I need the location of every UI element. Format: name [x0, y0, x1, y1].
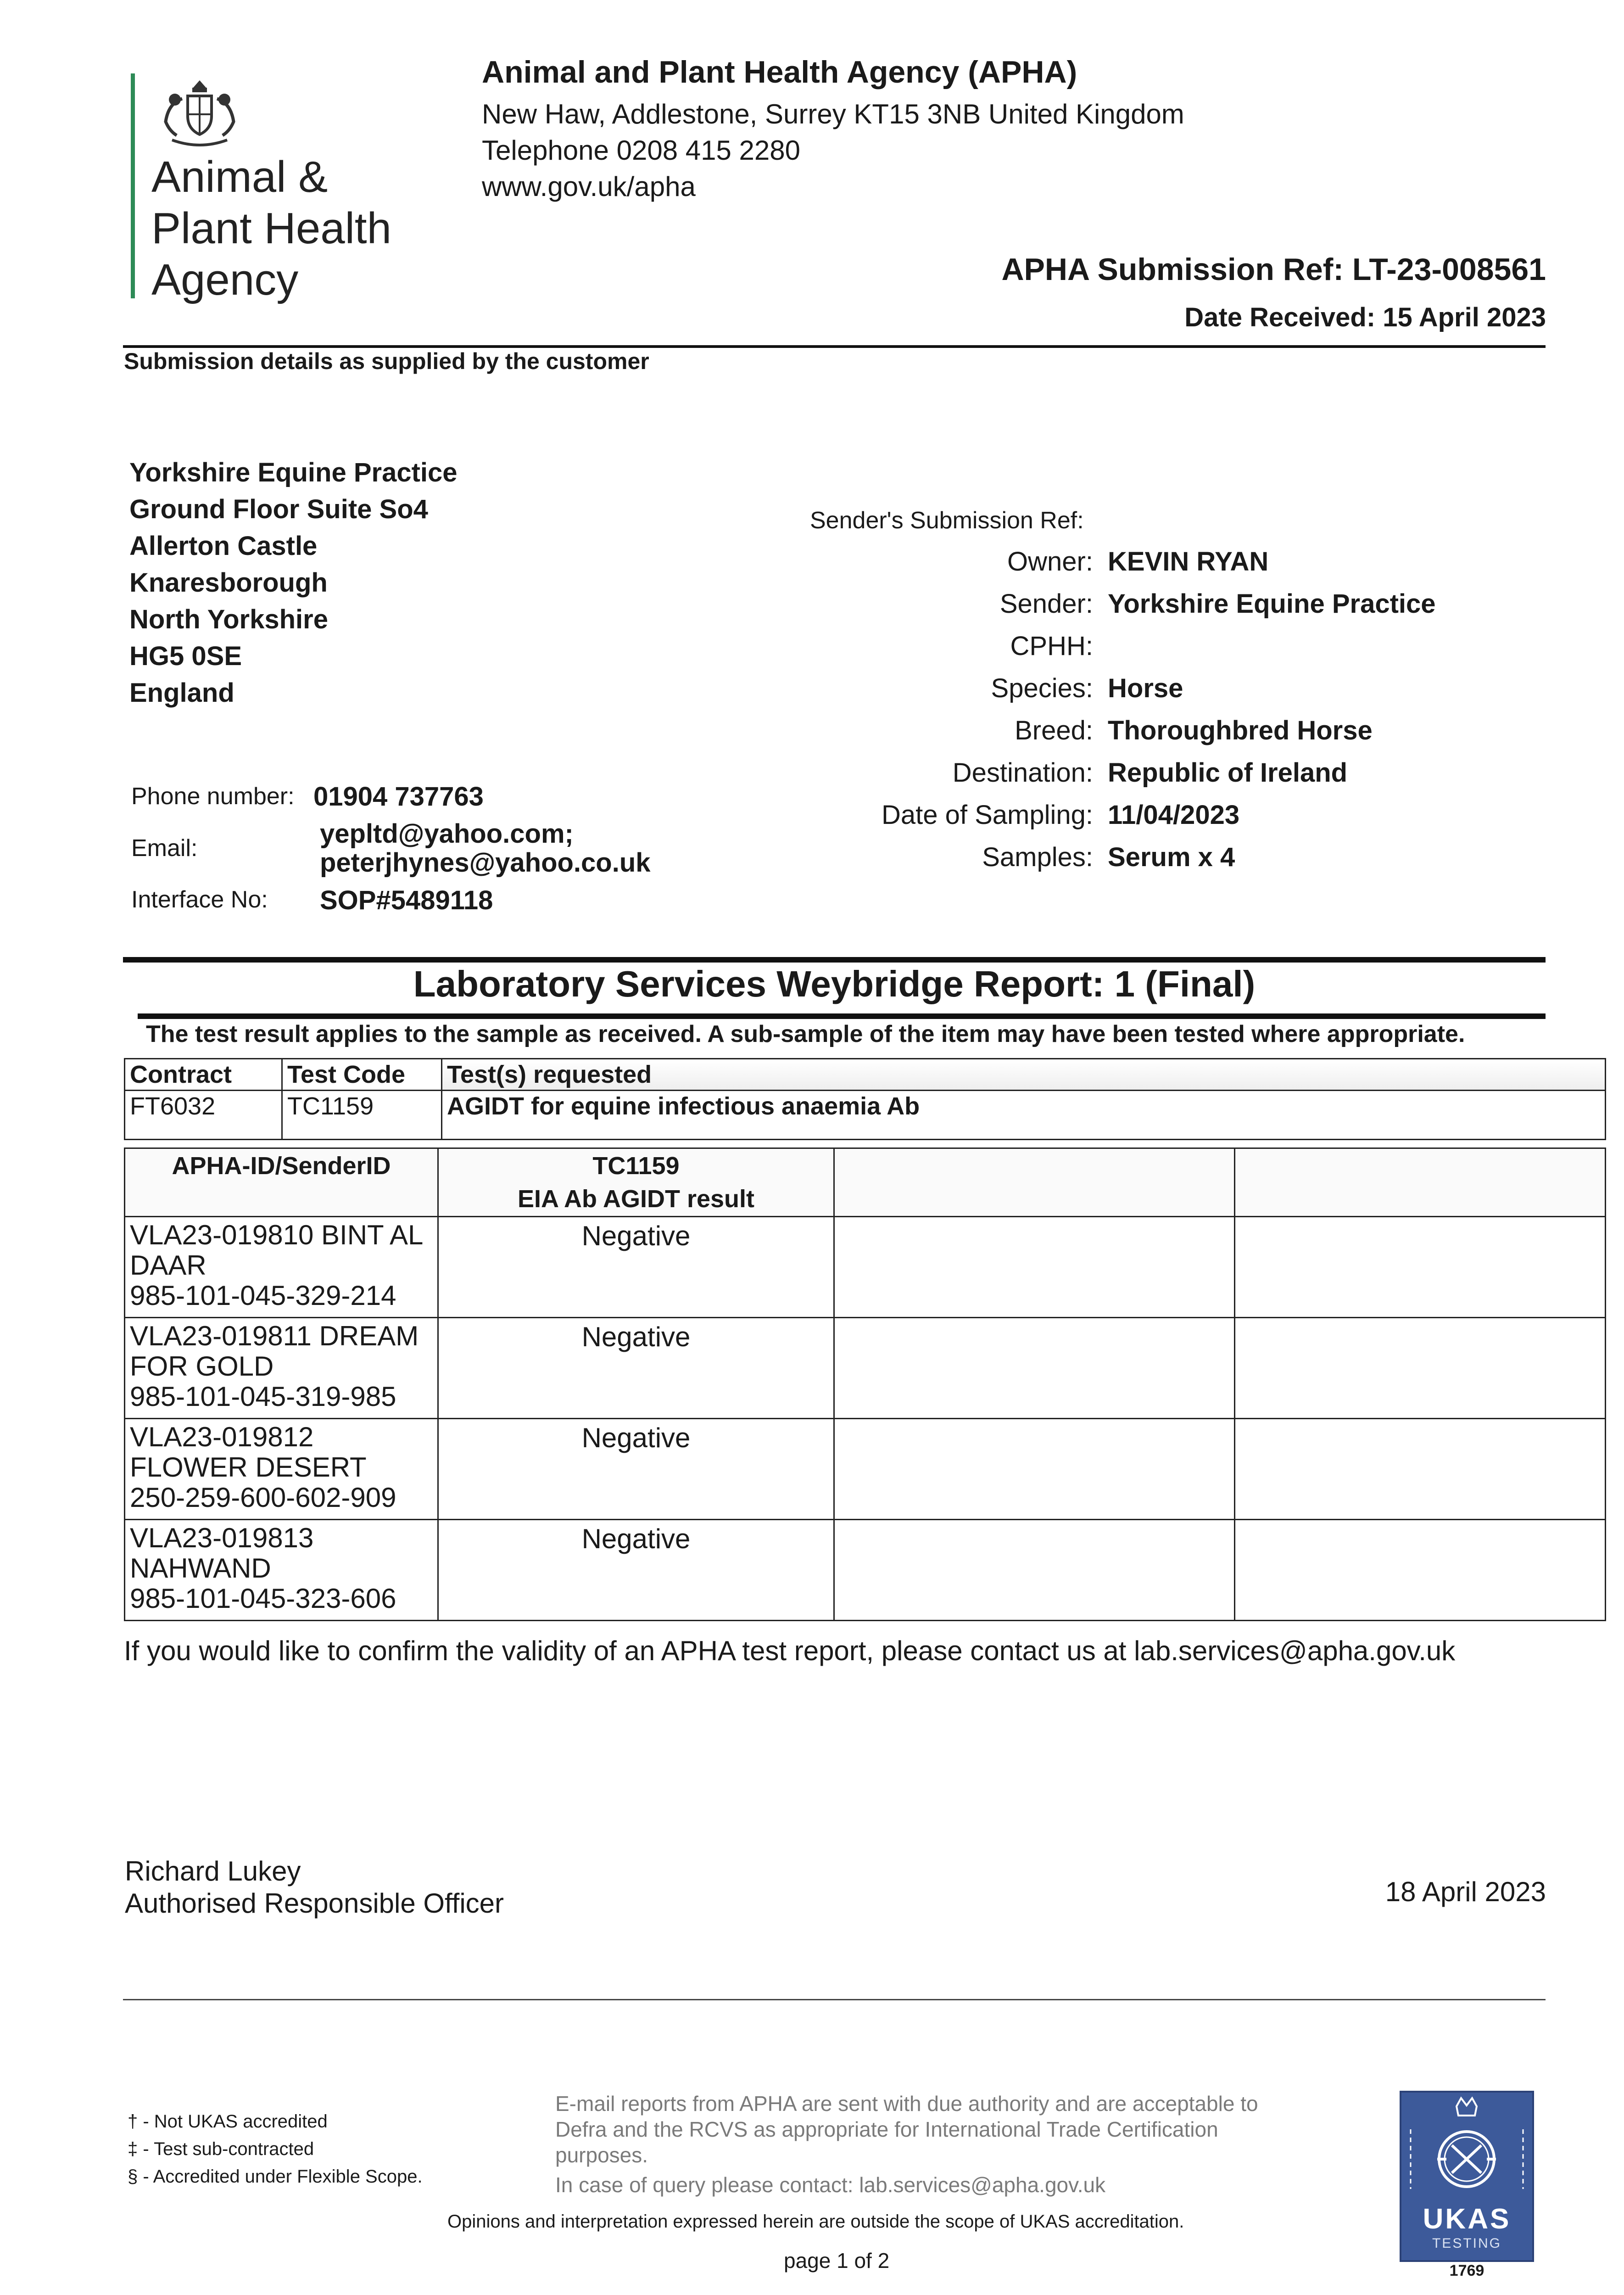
email-value-2[interactable]: peterjhynes@yahoo.co.uk — [320, 848, 651, 878]
sample-id-line: VLA23-019812 — [130, 1422, 314, 1452]
legend-not-accredited: † - Not UKAS accredited — [128, 2111, 328, 2132]
address-line: Yorkshire Equine Practice — [129, 458, 458, 487]
accreditation-legend — [128, 2108, 423, 2190]
email-label: Email: — [131, 835, 198, 862]
tests-requested-header-row — [125, 1059, 1606, 1091]
email-note-line: purposes. — [555, 2143, 648, 2167]
test-header — [438, 1148, 834, 1217]
address-line: North Yorkshire — [129, 605, 328, 634]
email-value-1[interactable]: yepltd@yahoo.com; — [320, 819, 574, 849]
empty-cell — [1235, 1419, 1606, 1520]
report-date: 18 April 2023 — [1385, 1876, 1546, 1907]
address-line: Allerton Castle — [129, 531, 318, 561]
sample-id-line: VLA23-019813 — [130, 1523, 314, 1553]
empty-cell — [834, 1318, 1235, 1419]
breed-label: Breed: — [1015, 716, 1093, 745]
query-contact-note: In case of query please contact: lab.services@apha.gov.uk — [555, 2173, 1106, 2197]
species-label: Species: — [991, 673, 1093, 703]
contract-value: FT6032 — [125, 1091, 282, 1140]
empty-cell — [1235, 1318, 1606, 1419]
address-line: England — [129, 678, 234, 708]
contract-header: Contract — [125, 1059, 282, 1091]
test-header-code: TC1159 — [592, 1152, 680, 1180]
empty-cell — [1235, 1520, 1606, 1621]
submission-ref: APHA Submission Ref: LT-23-008561 — [1001, 252, 1546, 287]
logo-line-1: Animal & — [151, 152, 328, 202]
empty-cell — [1235, 1217, 1606, 1318]
table-row — [125, 1520, 1606, 1621]
result-cell: Negative — [438, 1520, 834, 1621]
empty-header — [834, 1148, 1235, 1217]
table-row — [125, 1419, 1606, 1520]
date-received: Date Received: 15 April 2023 — [1184, 302, 1546, 332]
test-code-header: Test Code — [282, 1059, 442, 1091]
agency-telephone: Telephone 0208 415 2280 — [482, 135, 800, 166]
logo-green-bar — [131, 73, 135, 298]
address-line: Knaresborough — [129, 568, 328, 598]
sample-id-cell — [125, 1520, 438, 1621]
sender-label: Sender: — [999, 589, 1093, 619]
ukas-testing-label: TESTING — [1432, 2236, 1501, 2251]
signatory-title: Authorised Responsible Officer — [125, 1888, 504, 1919]
ukas-number: 1769 — [1449, 2262, 1484, 2279]
empty-header — [1235, 1148, 1606, 1217]
microchip-line: 250-259-600-602-909 — [130, 1482, 396, 1513]
microchip-line: 985-101-045-329-214 — [130, 1280, 396, 1311]
test-requested-value: AGIDT for equine infectious anaemia Ab — [442, 1091, 1606, 1140]
agency-website[interactable]: www.gov.uk/apha — [482, 171, 696, 202]
agency-name: Animal and Plant Health Agency (APHA) — [482, 55, 1077, 90]
interface-label: Interface No: — [131, 886, 268, 913]
senders-ref-label: Sender's Submission Ref: — [810, 507, 1084, 534]
sample-id-line: VLA23-019811 DREAM — [130, 1321, 419, 1351]
report-bottom-rule — [138, 1013, 1546, 1019]
tests-requested-header: Test(s) requested — [442, 1059, 1606, 1091]
empty-cell — [834, 1419, 1235, 1520]
royal-crest-icon — [154, 76, 246, 149]
customer-address — [129, 454, 458, 711]
email-note-line: Defra and the RCVS as appropriate for International Trade Certification — [555, 2117, 1218, 2141]
ukas-label: UKAS — [1423, 2203, 1511, 2235]
email-note-line: E-mail reports from APHA are sent with due authority and are acceptable to — [555, 2092, 1258, 2116]
address-line: HG5 0SE — [129, 641, 242, 671]
test-code-value: TC1159 — [282, 1091, 442, 1140]
results-header-row — [125, 1148, 1606, 1217]
empty-cell — [834, 1520, 1235, 1621]
id-header-label: APHA-ID/SenderID — [172, 1152, 391, 1180]
submission-details-label: Submission details as supplied by the customer — [124, 348, 649, 374]
email-reports-note — [555, 2091, 1258, 2168]
phone-value: 01904 737763 — [313, 782, 484, 812]
cphh-label: CPHH: — [1010, 631, 1093, 661]
address-line: Ground Floor Suite So4 — [129, 494, 428, 524]
microchip-line: 985-101-045-319-985 — [130, 1381, 396, 1412]
tests-requested-row — [125, 1091, 1606, 1140]
breed-value: Thoroughbred Horse — [1108, 716, 1373, 745]
logo-line-3: Agency — [151, 255, 299, 304]
sample-id-line: VLA23-019810 BINT AL — [130, 1220, 424, 1250]
sampling-label: Date of Sampling: — [881, 800, 1093, 830]
table-row — [125, 1217, 1606, 1318]
destination-value: Republic of Ireland — [1108, 758, 1348, 788]
agency-address: New Haw, Addlestone, Surrey KT15 3NB United Kingdom — [482, 99, 1184, 129]
empty-cell — [834, 1217, 1235, 1318]
owner-value: KEVIN RYAN — [1108, 547, 1269, 577]
report-top-rule — [123, 957, 1546, 963]
sample-id-cell — [125, 1419, 438, 1520]
legend-flexible-scope: § - Accredited under Flexible Scope. — [128, 2166, 423, 2187]
samples-value: Serum x 4 — [1108, 842, 1235, 872]
page-number: page 1 of 2 — [784, 2249, 890, 2273]
sample-id-cell — [125, 1318, 438, 1419]
sample-name-line: DAAR — [130, 1250, 206, 1281]
legend-subcontracted: ‡ - Test sub-contracted — [128, 2139, 314, 2159]
samples-label: Samples: — [982, 842, 1093, 872]
result-cell: Negative — [438, 1318, 834, 1419]
result-cell: Negative — [438, 1419, 834, 1520]
logo-line-2: Plant Health — [151, 204, 391, 253]
sampling-value: 11/04/2023 — [1108, 800, 1240, 830]
sample-name-line: FLOWER DESERT — [130, 1452, 367, 1483]
sample-id-cell — [125, 1217, 438, 1318]
sample-name-line: FOR GOLD — [130, 1351, 274, 1382]
logo-text — [151, 151, 391, 306]
destination-label: Destination: — [952, 758, 1093, 788]
report-title: Laboratory Services Weybridge Report: 1 (Final) — [413, 963, 1256, 1004]
species-value: Horse — [1108, 673, 1183, 703]
footer-divider — [123, 1999, 1546, 2000]
results-table — [124, 1148, 1606, 1621]
ukas-crown-icon — [1401, 2093, 1532, 2217]
signatory-name: Richard Lukey — [125, 1856, 301, 1886]
result-cell: Negative — [438, 1217, 834, 1318]
sender-value: Yorkshire Equine Practice — [1108, 589, 1436, 619]
interface-value: SOP#5489118 — [320, 885, 493, 915]
microchip-line: 985-101-045-323-606 — [130, 1583, 396, 1614]
sample-name-line: NAHWAND — [130, 1553, 271, 1584]
ukas-scope-note: Opinions and interpretation expressed herein are outside the scope of UKAS accreditation. — [447, 2211, 1184, 2232]
table-row — [125, 1318, 1606, 1419]
test-header-name: EIA Ab AGIDT result — [517, 1185, 755, 1213]
report-note: The test result applies to the sample as received. A sub-sample of the item may have been tested where appropriate. — [146, 1021, 1465, 1047]
validity-note: If you would like to confirm the validity of an APHA test report, please contact us at lab.services@apha.gov.uk — [124, 1635, 1456, 1666]
phone-label: Phone number: — [131, 783, 295, 810]
owner-label: Owner: — [1007, 547, 1093, 577]
ukas-badge — [1400, 2091, 1534, 2262]
id-header — [125, 1148, 438, 1217]
tests-requested-table — [124, 1058, 1606, 1140]
